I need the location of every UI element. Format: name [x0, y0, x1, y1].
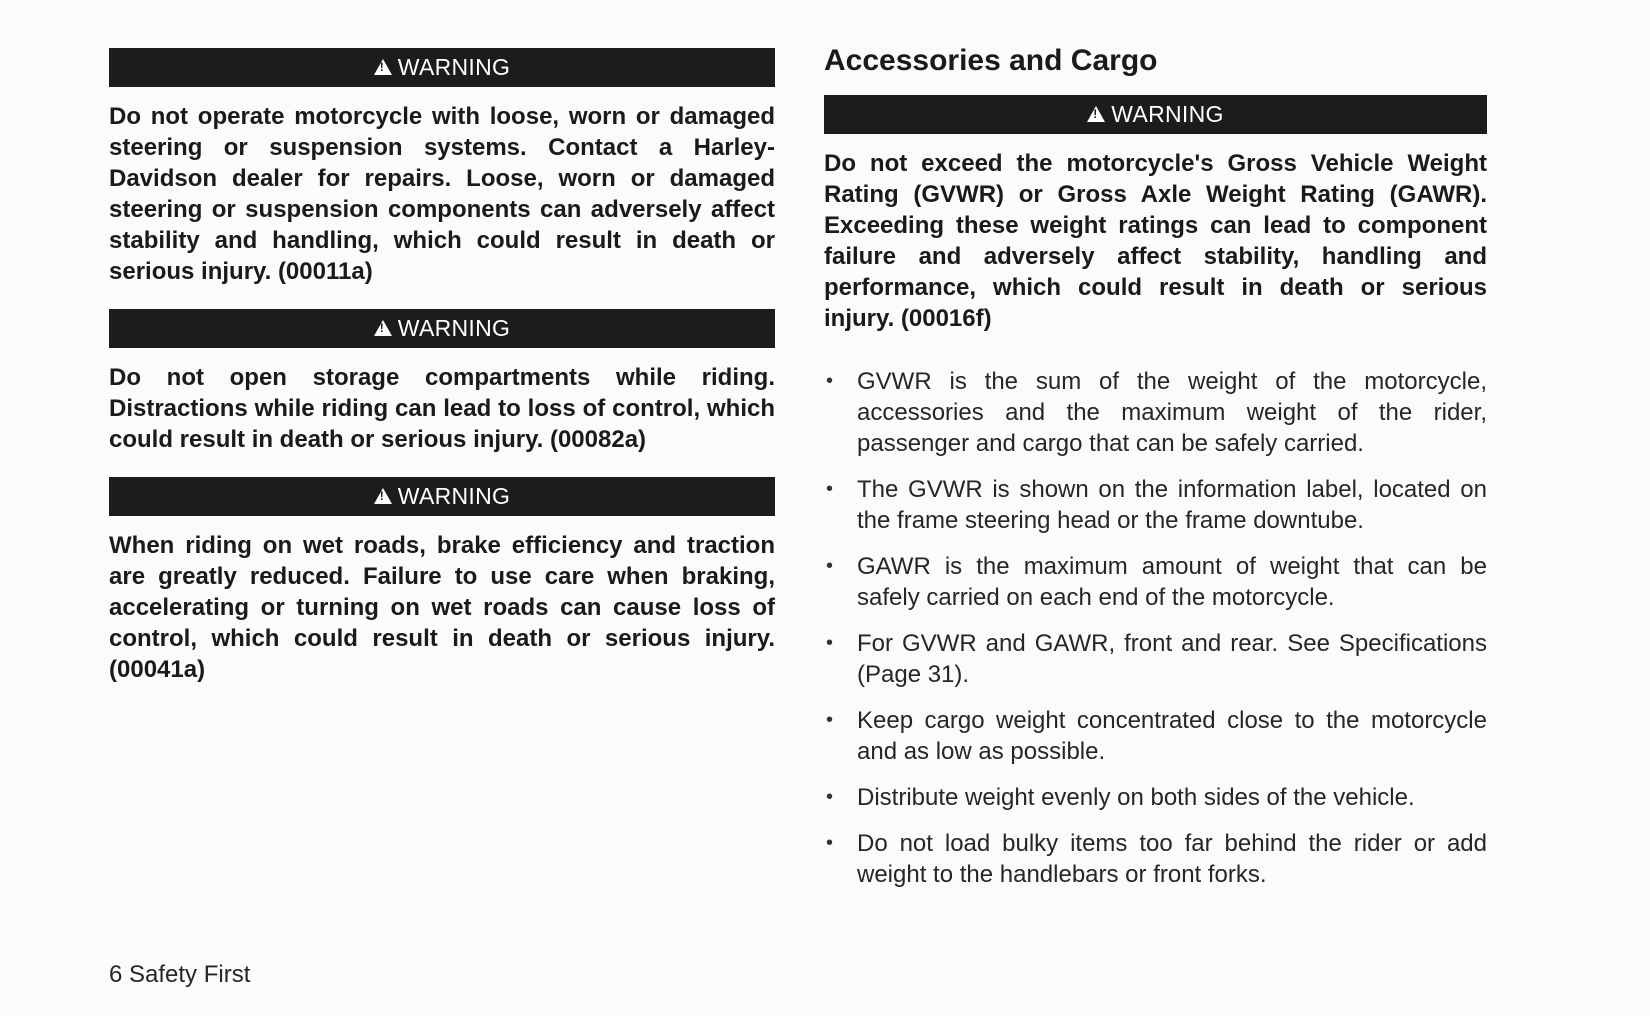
warning-header-2 [109, 309, 775, 348]
warning-triangle-icon [1087, 106, 1105, 122]
list-item [824, 366, 1487, 459]
section-title: Accessories and Cargo [824, 44, 1158, 77]
bullet-dot: • [826, 370, 834, 392]
list-item-text: Do not load bulky items too far behind the rider or add weight to the handlebars or front forks. [857, 830, 1487, 888]
bullet-dot: • [826, 632, 834, 654]
list-item [824, 828, 1487, 890]
page-footer: 6 Safety First [109, 961, 251, 988]
bullet-dot: • [826, 478, 834, 500]
warning-heading-label: WARNING [397, 54, 511, 80]
warning-header-cargo [824, 95, 1487, 134]
list-item [824, 474, 1487, 536]
warning-header-1 [109, 48, 775, 87]
list-item-text: The GVWR is shown on the information label, located on the frame steering head or the frame downtube. [857, 476, 1487, 534]
bullet-dot: • [826, 709, 834, 731]
warning-heading-label: WARNING [397, 315, 511, 341]
list-item-text: GAWR is the maximum amount of weight that can be safely carried on each end of the motorcycle. [857, 553, 1487, 611]
warning-triangle-icon [374, 59, 392, 75]
warning-triangle-icon [374, 488, 392, 504]
list-item [824, 551, 1487, 613]
bullet-dot: • [826, 832, 834, 854]
list-item-text: GVWR is the sum of the weight of the motorcycle, accessories and the maximum weight of the rider, passenger and cargo that can be safely carried. [857, 368, 1487, 457]
warning-text-storage: Do not open storage compartments while riding. Distractions while riding can lead to loss of control, which could result in death or serious injury. (00082a) [109, 364, 775, 453]
bullet-dot: • [826, 555, 834, 577]
warning-text-weight-rating: Do not exceed the motorcycle's Gross Vehicle Weight Rating (GVWR) or Gross Axle Weight Rating (GAWR). Exceeding these weight ratings can lead to component failure and adversely affect stability, handling and performance, which could result in death or serious injury. (00016f) [824, 150, 1487, 332]
warning-text-wet-roads: When riding on wet roads, brake efficiency and traction are greatly reduced. Failure to use care when braking, accelerating or turning on wet roads can cause loss of control, which could result in death or serious injury. (00041a) [109, 532, 775, 683]
warning-triangle-icon [374, 320, 392, 336]
list-item-text: Distribute weight evenly on both sides of the vehicle. [857, 784, 1415, 811]
list-item [824, 628, 1487, 690]
cargo-bullet-list [824, 366, 1487, 905]
warning-heading-label: WARNING [397, 483, 511, 509]
warning-heading-label: WARNING [1111, 101, 1224, 127]
list-item [824, 705, 1487, 767]
list-item-text: Keep cargo weight concentrated close to the motorcycle and as low as possible. [857, 707, 1487, 765]
warning-header-3 [109, 477, 775, 516]
list-item-text: For GVWR and GAWR, front and rear. See Specifications (Page 31). [857, 630, 1487, 688]
bullet-dot: • [826, 786, 834, 808]
list-item [824, 782, 1487, 813]
warning-text-steering: Do not operate motorcycle with loose, worn or damaged steering or suspension systems. Contact a Harley-Davidson dealer for repairs. Loose, worn or damaged steering or suspension components can adversely affect stability and handling, which could result in death or serious injury. (00011a) [109, 103, 775, 285]
